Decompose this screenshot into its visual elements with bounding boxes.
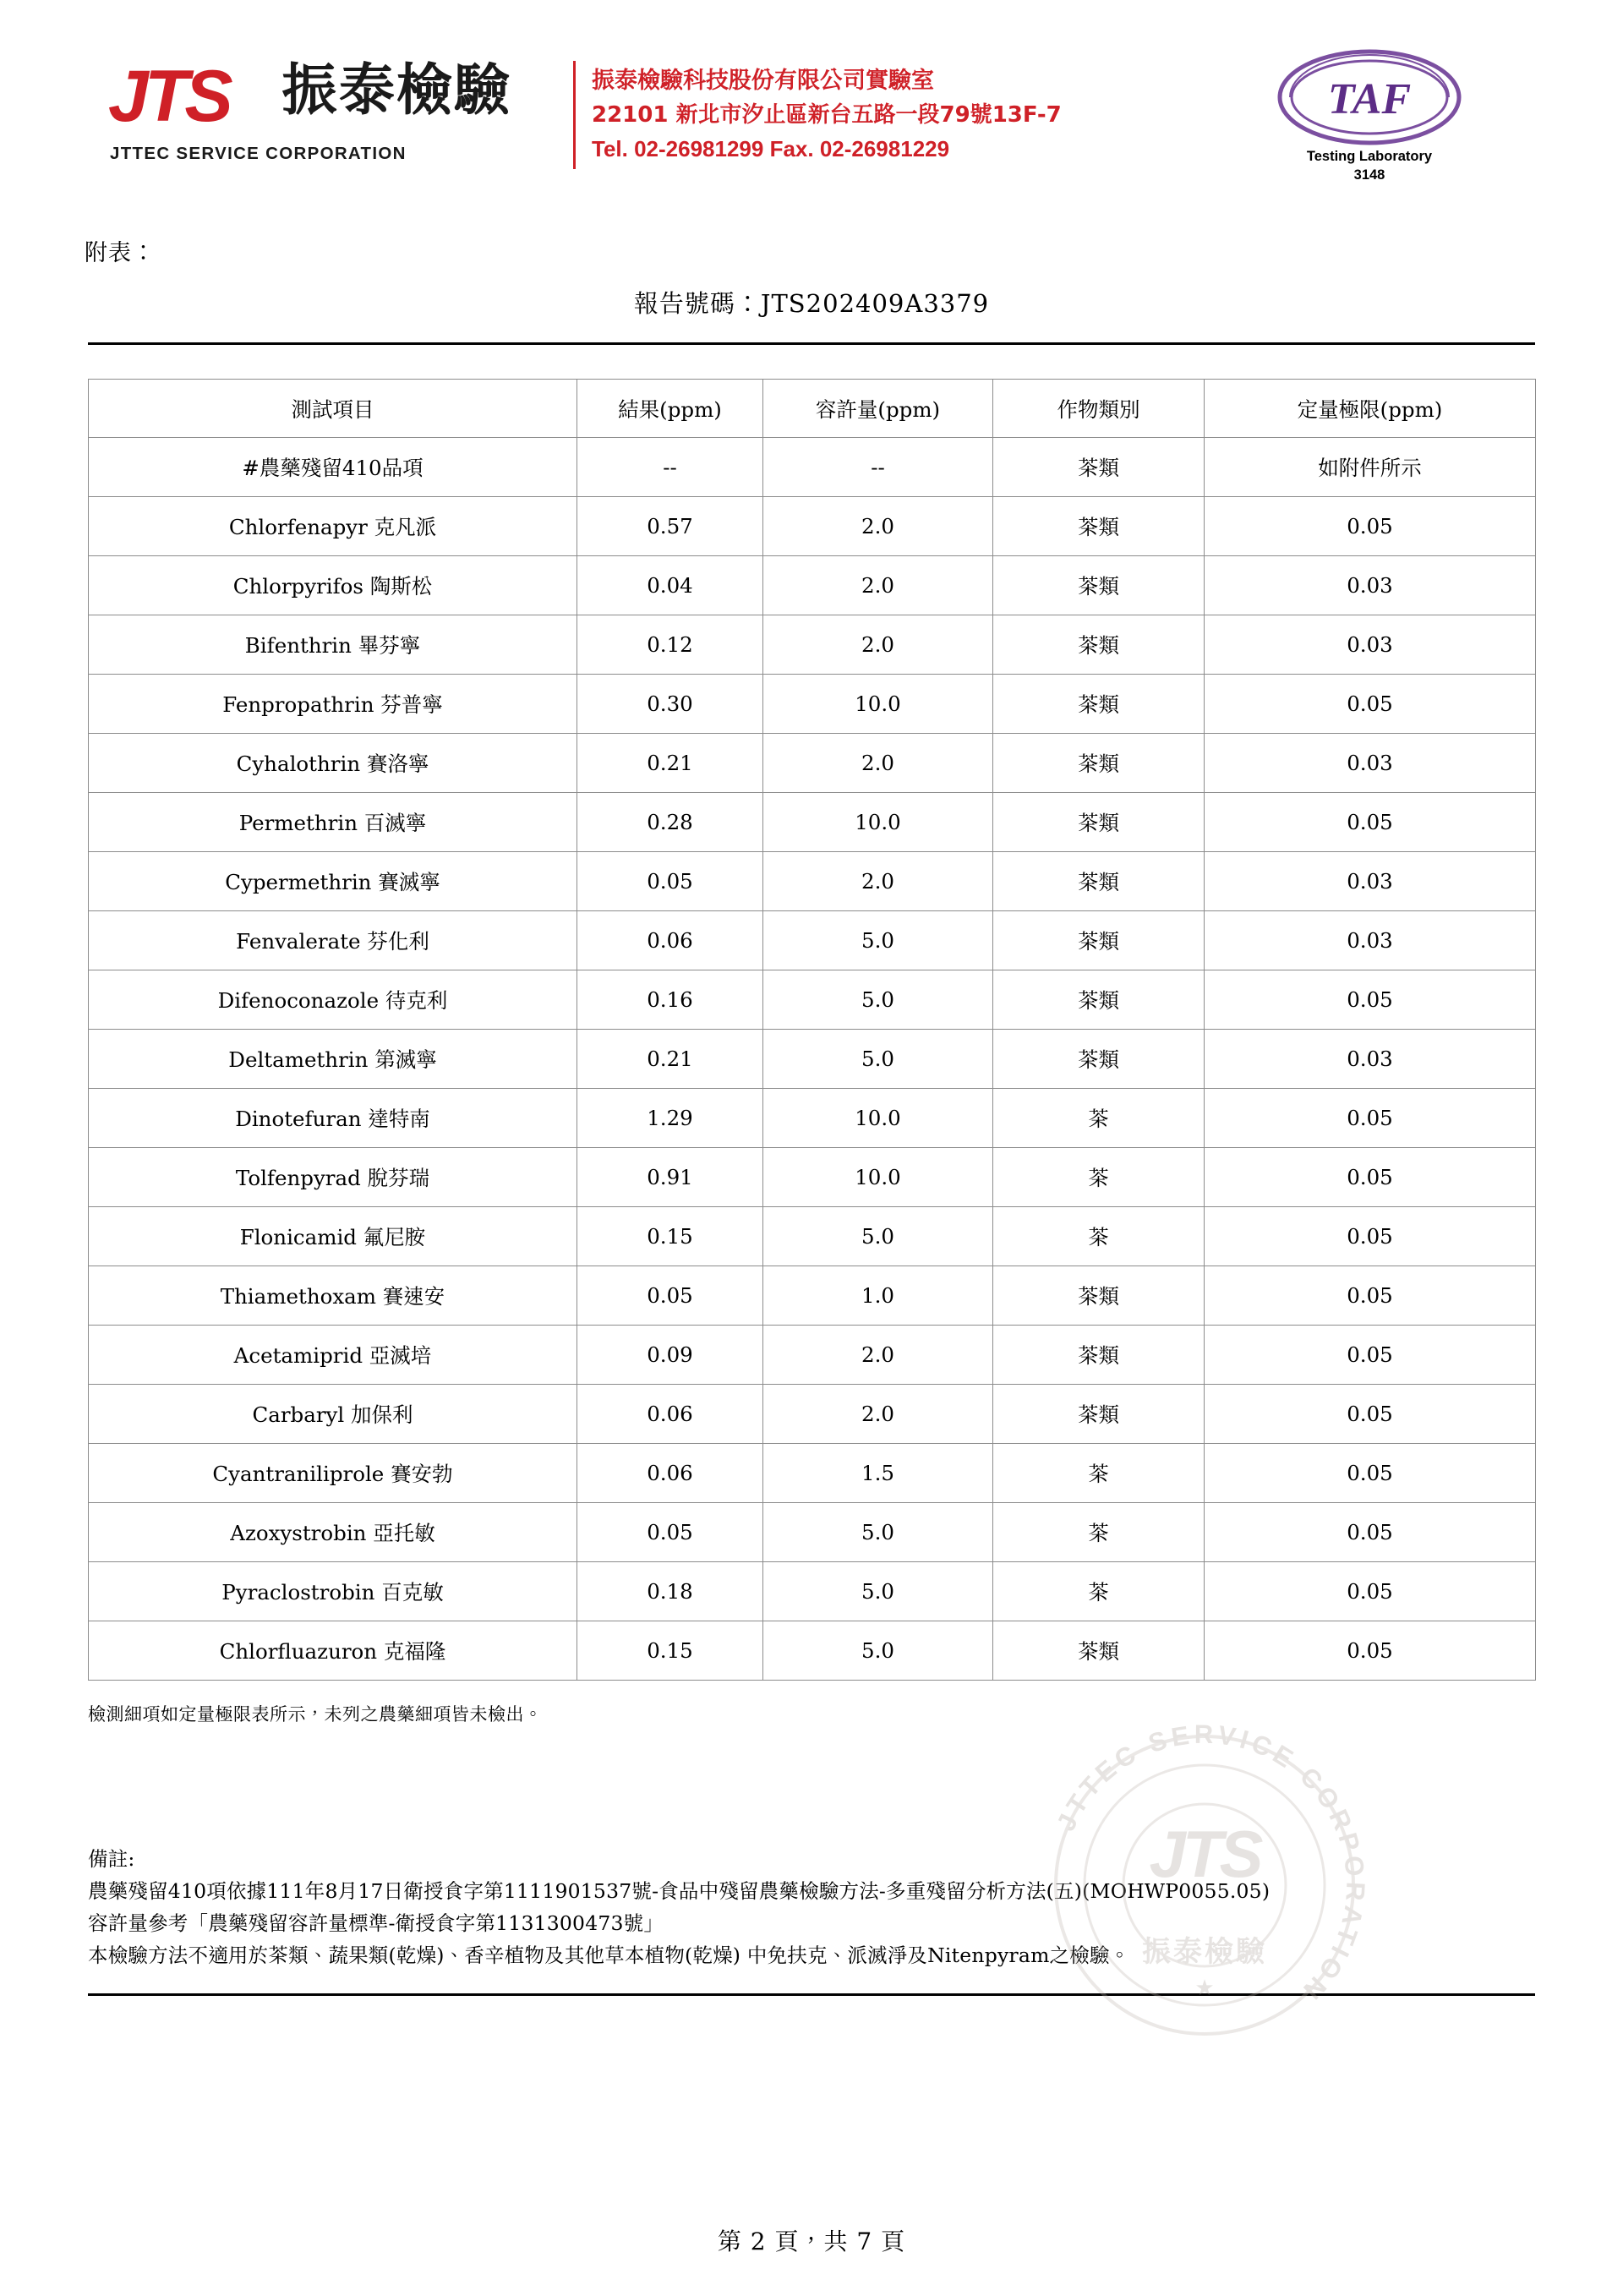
table-row	[89, 497, 1536, 556]
table-cell: 5.0	[763, 1562, 993, 1621]
table-cell: 0.03	[1205, 911, 1536, 970]
table-cell: 0.05	[577, 1503, 763, 1562]
table-cell: 0.05	[577, 1266, 763, 1326]
table-cell: 0.05	[1205, 793, 1536, 852]
table-cell: Permethrin 百滅寧	[89, 793, 577, 852]
table-cell: 0.15	[577, 1621, 763, 1681]
table-cell: Chlorpyrifos 陶斯松	[89, 556, 577, 615]
table-cell: Pyraclostrobin 百克敏	[89, 1562, 577, 1621]
table-cell: Chlorfluazuron 克福隆	[89, 1621, 577, 1681]
table-cell: 茶類	[993, 1621, 1205, 1681]
table-cell: Fenvalerate 芬化利	[89, 911, 577, 970]
table-row	[89, 1385, 1536, 1444]
table-cell: 茶類	[993, 970, 1205, 1030]
table-cell: Tolfenpyrad 脫芬瑞	[89, 1148, 577, 1207]
table-row	[89, 438, 1536, 497]
table-cell: 0.05	[1205, 1207, 1536, 1266]
table-cell: --	[577, 438, 763, 497]
table-cell: 茶類	[993, 556, 1205, 615]
table-cell: 0.12	[577, 615, 763, 675]
table-cell: 0.09	[577, 1326, 763, 1385]
results-table	[88, 379, 1536, 1681]
table-cell: 0.05	[1205, 1089, 1536, 1148]
table-cell: 0.05	[1205, 1444, 1536, 1503]
column-header-result: 結果(ppm)	[577, 380, 763, 438]
table-row	[89, 556, 1536, 615]
column-header-crop: 作物類別	[993, 380, 1205, 438]
table-cell: 5.0	[763, 1503, 993, 1562]
table-row	[89, 1621, 1536, 1681]
table-cell: 0.05	[1205, 1385, 1536, 1444]
table-cell: 0.05	[1205, 1562, 1536, 1621]
remarks-line-2: 容許量參考「農藥殘留容許量標準-衛授食字第1131300473號」	[88, 1911, 664, 1935]
table-cell: 5.0	[763, 1030, 993, 1089]
table-row	[89, 1503, 1536, 1562]
remarks-line-3: 本檢驗方法不適用於茶類、蔬果類(乾燥)、香辛植物及其他草本植物(乾燥) 中免扶克、派滅淨及Nitenpyram之檢驗。	[88, 1943, 1130, 1967]
table-cell: 茶類	[993, 497, 1205, 556]
table-cell: 0.05	[1205, 1266, 1536, 1326]
table-cell: Dinotefuran 達特南	[89, 1089, 577, 1148]
svg-text:振泰檢驗: 振泰檢驗	[1142, 1935, 1267, 1969]
table-cell: 0.03	[1205, 1030, 1536, 1089]
table-cell: 10.0	[763, 793, 993, 852]
table-cell: 0.05	[1205, 970, 1536, 1030]
table-row	[89, 1444, 1536, 1503]
table-row	[89, 675, 1536, 734]
table-cell: 0.57	[577, 497, 763, 556]
table-cell: 2.0	[763, 556, 993, 615]
table-cell: 茶	[993, 1562, 1205, 1621]
table-cell: Thiamethoxam 賽速安	[89, 1266, 577, 1326]
table-cell: 5.0	[763, 1207, 993, 1266]
column-header-loq: 定量極限(ppm)	[1205, 380, 1536, 438]
table-cell: Acetamiprid 亞滅培	[89, 1326, 577, 1385]
table-cell: 0.30	[577, 675, 763, 734]
table-cell: 2.0	[763, 852, 993, 911]
table-cell: 茶	[993, 1207, 1205, 1266]
company-name-en: JTTEC SERVICE CORPORATION	[110, 144, 407, 163]
top-rule	[88, 342, 1535, 345]
table-cell: 10.0	[763, 675, 993, 734]
table-cell: 0.03	[1205, 615, 1536, 675]
table-cell: 0.03	[1205, 556, 1536, 615]
table-cell: --	[763, 438, 993, 497]
table-row	[89, 793, 1536, 852]
table-cell: 0.05	[1205, 1326, 1536, 1385]
table-row	[89, 852, 1536, 911]
results-table-wrapper	[88, 379, 1535, 1681]
table-cell: 0.28	[577, 793, 763, 852]
table-cell: Chlorfenapyr 克凡派	[89, 497, 577, 556]
table-row	[89, 1148, 1536, 1207]
table-body	[89, 438, 1536, 1681]
table-cell: 茶類	[993, 1030, 1205, 1089]
table-cell: 茶類	[993, 675, 1205, 734]
table-cell: 0.05	[1205, 1621, 1536, 1681]
table-row	[89, 1266, 1536, 1326]
table-row	[89, 1030, 1536, 1089]
table-cell: 5.0	[763, 970, 993, 1030]
table-cell: 1.29	[577, 1089, 763, 1148]
table-cell: 茶類	[993, 438, 1205, 497]
table-cell: 1.0	[763, 1266, 993, 1326]
table-cell: Cypermethrin 賽滅寧	[89, 852, 577, 911]
table-cell: Bifenthrin 畢芬寧	[89, 615, 577, 675]
table-cell: 0.05	[1205, 497, 1536, 556]
report-number: 報告號碼：JTS202409A3379	[633, 289, 990, 318]
table-cell: Cyantraniliprole 賽安勃	[89, 1444, 577, 1503]
table-note: 檢測細項如定量極限表所示，未列之農藥細項皆未檢出。	[88, 1704, 543, 1725]
table-row	[89, 1089, 1536, 1148]
taf-logo	[1276, 47, 1462, 147]
table-cell: 0.05	[577, 852, 763, 911]
table-cell: 茶類	[993, 1266, 1205, 1326]
table-cell: 0.16	[577, 970, 763, 1030]
table-cell: 10.0	[763, 1089, 993, 1148]
table-row	[89, 734, 1536, 793]
table-cell: 茶類	[993, 734, 1205, 793]
table-cell: Azoxystrobin 亞托敏	[89, 1503, 577, 1562]
svg-text:JTS: JTS	[1149, 1817, 1260, 1891]
table-row	[89, 970, 1536, 1030]
svg-text:JTTEC SERVICE CORPORATION: JTTEC SERVICE CORPORATION	[1051, 1719, 1371, 2009]
table-cell: 0.06	[577, 911, 763, 970]
table-cell: 茶	[993, 1444, 1205, 1503]
table-cell: 0.21	[577, 1030, 763, 1089]
remarks-line-1: 農藥殘留410項依據111年8月17日衛授食字第1111901537號-食品中殘留農藥檢驗方法-多重殘留分析方法(五)(MOHWP0055.05)	[88, 1879, 1271, 1903]
table-cell: 2.0	[763, 497, 993, 556]
table-cell: 茶類	[993, 1385, 1205, 1444]
company-phone: Tel. 02-26981299 Fax. 02-26981229	[592, 136, 950, 161]
table-row	[89, 1326, 1536, 1385]
table-cell: 0.05	[1205, 1148, 1536, 1207]
table-cell: Deltamethrin 第滅寧	[89, 1030, 577, 1089]
table-cell: 1.5	[763, 1444, 993, 1503]
table-cell: Cyhalothrin 賽洛寧	[89, 734, 577, 793]
svg-text:★: ★	[1194, 1976, 1215, 2001]
table-cell: Fenpropathrin 芬普寧	[89, 675, 577, 734]
table-cell: 2.0	[763, 1385, 993, 1444]
table-cell: 2.0	[763, 734, 993, 793]
table-cell: Carbaryl 加保利	[89, 1385, 577, 1444]
taf-accreditation-block	[1260, 47, 1479, 195]
table-cell: 茶	[993, 1503, 1205, 1562]
table-cell: 茶類	[993, 615, 1205, 675]
table-cell: 0.18	[577, 1562, 763, 1621]
company-name-cn: 振泰檢驗	[281, 57, 511, 123]
remarks-block	[88, 1843, 1550, 1971]
page-header	[0, 32, 1623, 193]
bottom-rule	[88, 1993, 1535, 1996]
taf-number: 3148	[1353, 167, 1385, 183]
header-divider	[573, 61, 576, 169]
table-cell: 0.06	[577, 1444, 763, 1503]
table-cell: 0.03	[1205, 852, 1536, 911]
table-cell: 0.15	[577, 1207, 763, 1266]
table-cell: 0.06	[577, 1385, 763, 1444]
table-row	[89, 1562, 1536, 1621]
company-logo	[108, 56, 582, 183]
company-address-block	[592, 64, 1183, 166]
table-cell: 茶	[993, 1089, 1205, 1148]
company-address: 22101 新北市汐止區新台五路一段79號13F-7	[592, 102, 1062, 128]
table-cell: Flonicamid 氟尼胺	[89, 1207, 577, 1266]
table-cell: Difenoconazole 待克利	[89, 970, 577, 1030]
table-cell: 5.0	[763, 1621, 993, 1681]
table-cell: 茶	[993, 1148, 1205, 1207]
table-cell: 0.05	[1205, 675, 1536, 734]
table-row	[89, 911, 1536, 970]
table-header-row	[89, 380, 1536, 438]
page-footer: 第 2 頁，共 7 頁	[717, 2228, 906, 2255]
jts-logo-mark: JTS	[108, 56, 229, 137]
table-cell: 10.0	[763, 1148, 993, 1207]
attachment-label: 附表：	[85, 240, 156, 266]
company-lab-name: 振泰檢驗科技股份有限公司實驗室	[592, 68, 934, 94]
table-cell: 0.21	[577, 734, 763, 793]
table-cell: 茶類	[993, 911, 1205, 970]
taf-label: Testing Laboratory	[1306, 149, 1433, 164]
table-cell: 0.03	[1205, 734, 1536, 793]
table-cell: 2.0	[763, 615, 993, 675]
remarks-label: 備註:	[88, 1847, 135, 1871]
table-row	[89, 1207, 1536, 1266]
svg-text:TAF: TAF	[1327, 75, 1412, 123]
table-cell: 2.0	[763, 1326, 993, 1385]
table-cell: 茶類	[993, 852, 1205, 911]
table-cell: 茶類	[993, 793, 1205, 852]
table-cell: 如附件所示	[1205, 438, 1536, 497]
table-cell: 茶類	[993, 1326, 1205, 1385]
table-cell: 0.04	[577, 556, 763, 615]
table-cell: 0.91	[577, 1148, 763, 1207]
table-row	[89, 615, 1536, 675]
column-header-limit: 容許量(ppm)	[763, 380, 993, 438]
table-cell: #農藥殘留410品項	[89, 438, 577, 497]
column-header-item: 測試項目	[89, 380, 577, 438]
table-cell: 5.0	[763, 911, 993, 970]
table-cell: 0.05	[1205, 1503, 1536, 1562]
